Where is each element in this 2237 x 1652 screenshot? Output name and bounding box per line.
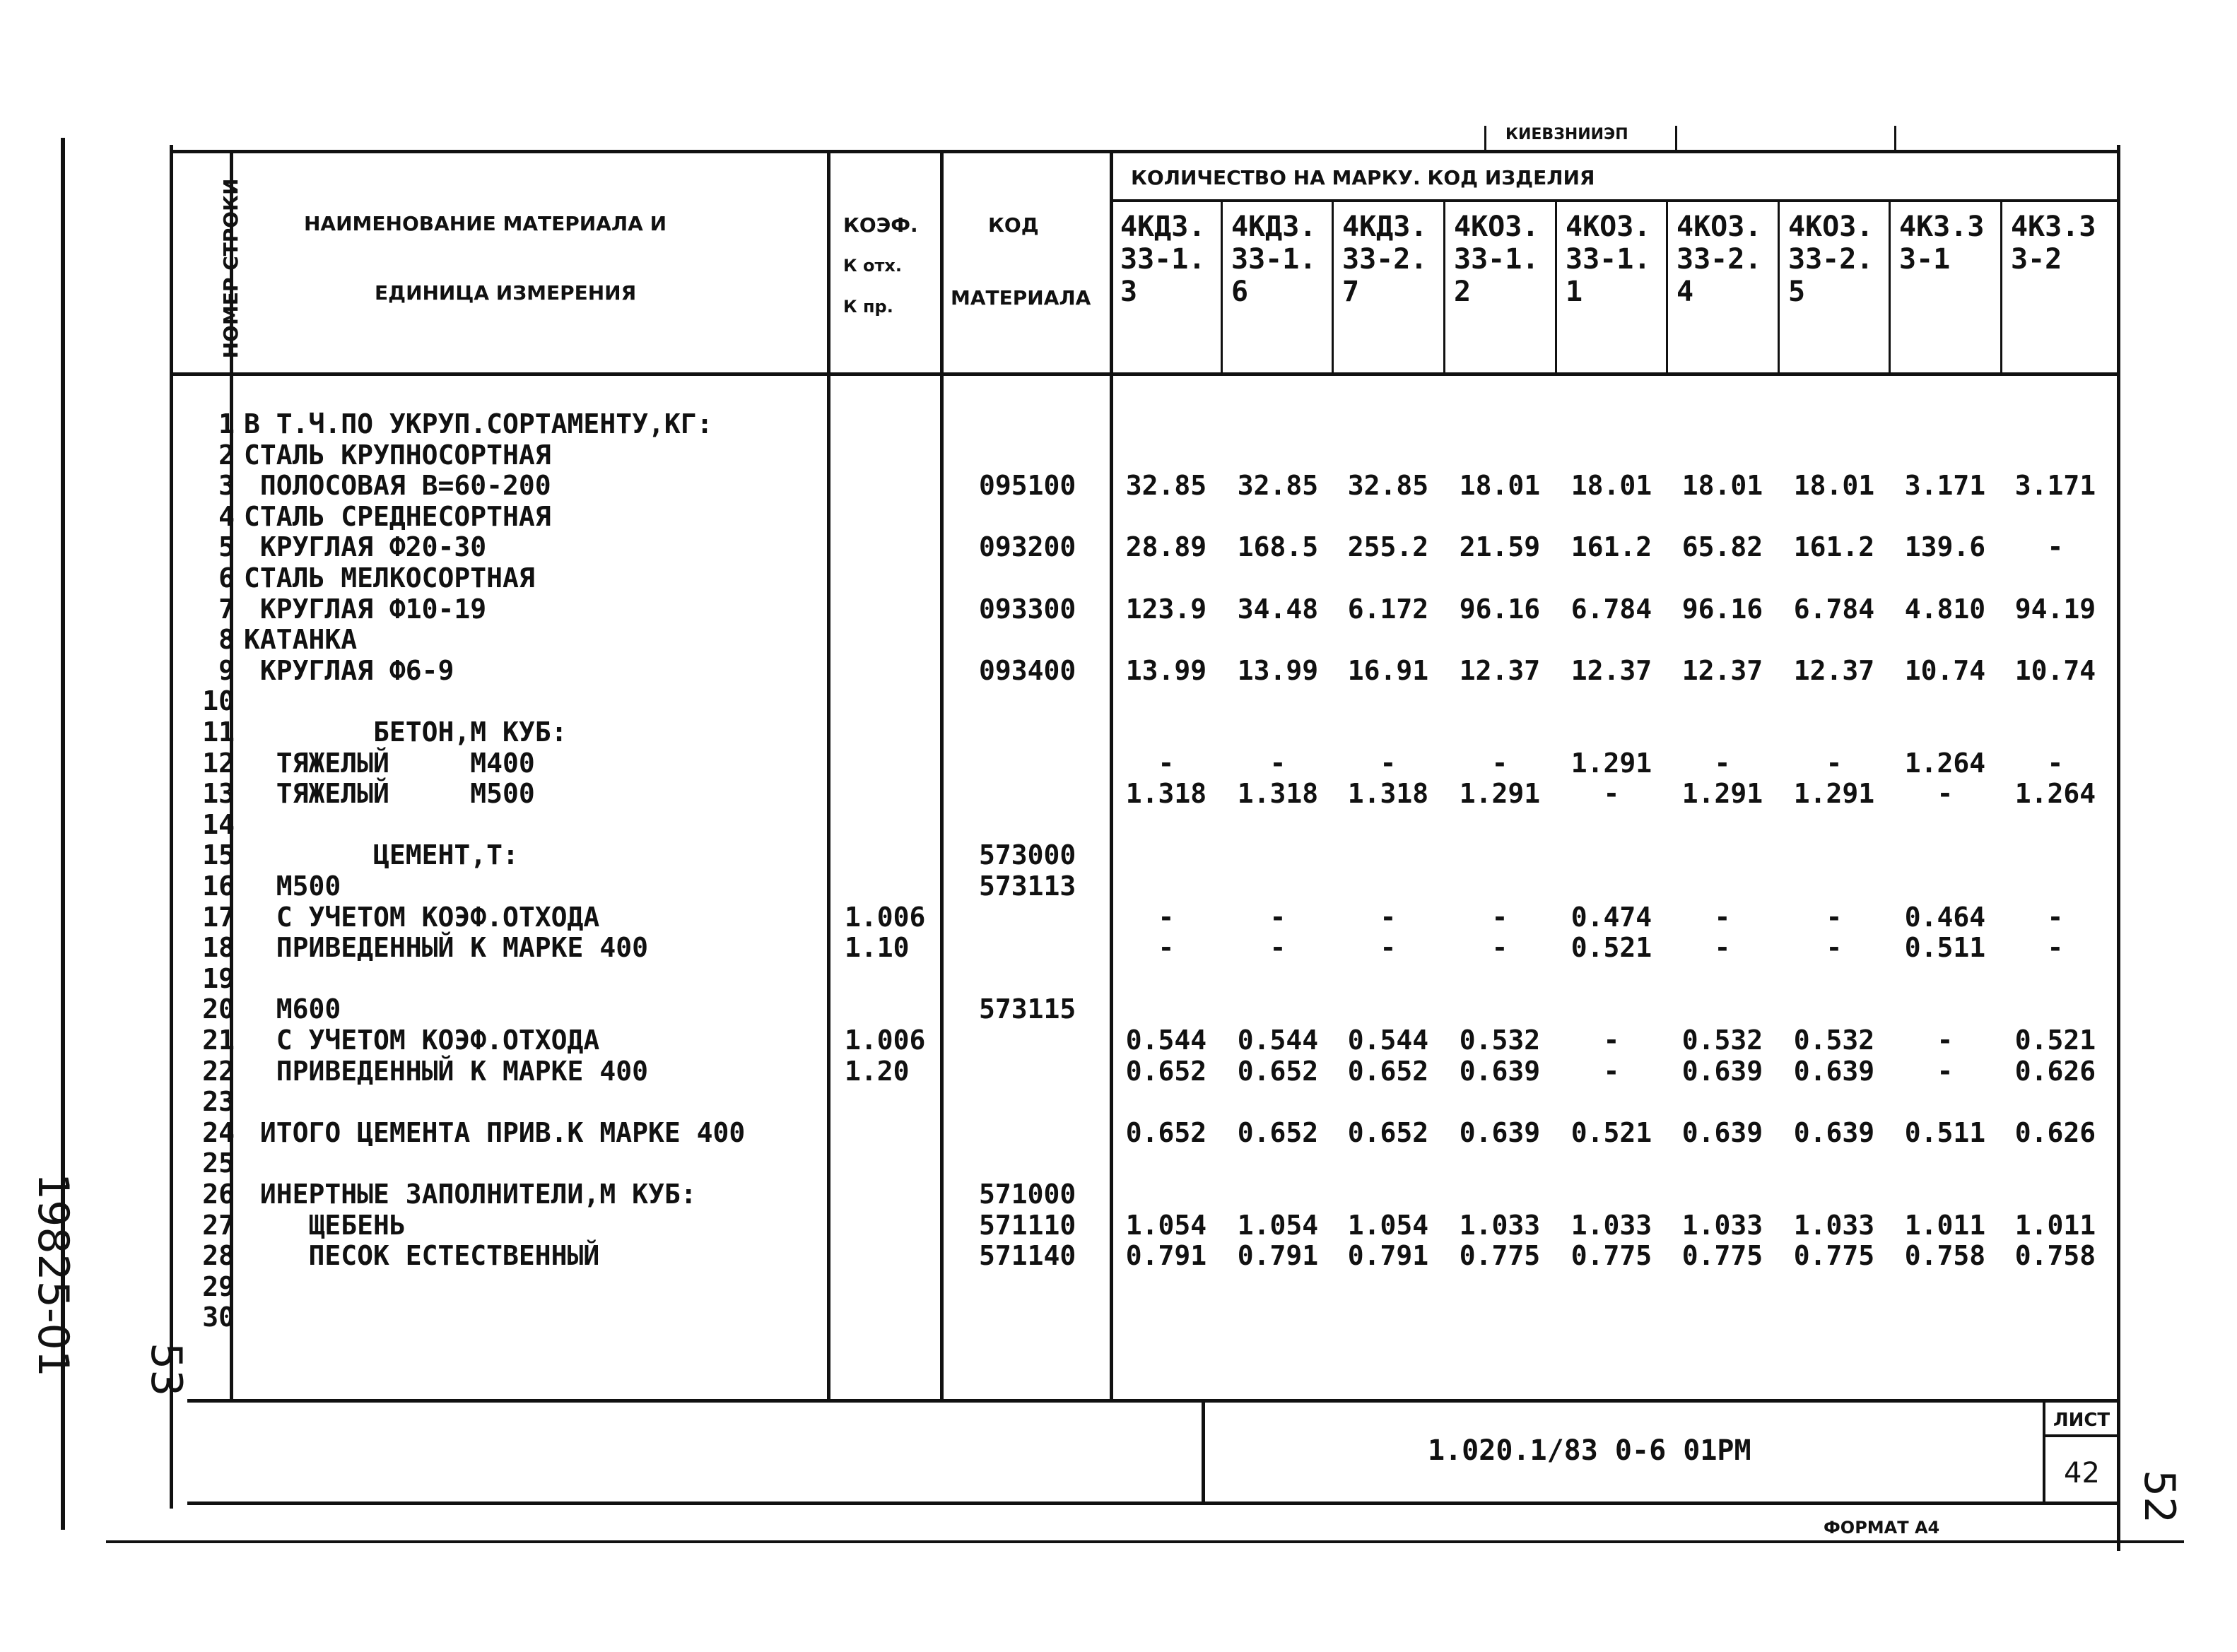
quantity-cell: 13.99 — [1237, 655, 1319, 686]
quantity-cell: 1.291 — [1459, 778, 1541, 809]
quantity-cell: 0.521 — [2014, 1025, 2096, 1056]
column-header-3: 4КДЗ. 33-2. 7 — [1342, 211, 1428, 308]
quantity-cell: 96.16 — [1681, 594, 1763, 625]
quantity-cell: 1.054 — [1347, 1210, 1429, 1241]
column-header-7: 4КОЗ. 33-2. 5 — [1788, 211, 1874, 308]
koef-header-line2: К отх. — [843, 256, 902, 276]
quantity-cell: - — [1603, 1056, 1620, 1087]
material-code: 095100 — [979, 470, 1076, 501]
quantity-cell: 0.652 — [1125, 1056, 1207, 1087]
row-number: 18 — [202, 932, 235, 963]
quantity-cell: 0.652 — [1347, 1117, 1429, 1148]
quantity-cell: 123.9 — [1125, 594, 1207, 625]
quantity-cell: - — [1714, 902, 1731, 933]
stamp-sep-2 — [1675, 126, 1677, 151]
stamp-sep-1 — [1484, 126, 1486, 151]
quantity-cell: 1.054 — [1125, 1210, 1207, 1241]
code-header-line2: МАТЕРИАЛА — [951, 286, 1091, 309]
column-header-1: 4КДЗ. 33-1. 3 — [1120, 211, 1206, 308]
document-code: 1.020.1/83 0-6 01РМ — [1428, 1434, 1751, 1467]
material-name: ИТОГО ЦЕМЕНТА ПРИВ.К МАРКЕ 400 — [244, 1117, 746, 1148]
material-name: С УЧЕТОМ КОЭФ.ОТХОДА — [244, 1025, 600, 1056]
row-number: 12 — [202, 748, 235, 779]
material-name: М600 — [244, 993, 341, 1025]
qty-sep-1 — [1221, 201, 1223, 374]
quantity-cell: 28.89 — [1125, 531, 1207, 562]
coefficient: 1.20 — [845, 1056, 910, 1087]
quantity-cell: - — [1491, 932, 1508, 963]
material-name: С УЧЕТОМ КОЭФ.ОТХОДА — [244, 902, 600, 933]
row-number: 14 — [202, 809, 235, 840]
coefficient: 1.006 — [845, 902, 926, 933]
quantity-cell: 6.784 — [1793, 594, 1875, 625]
row-number: 3 — [218, 470, 235, 501]
quantity-cell: 1.318 — [1125, 778, 1207, 809]
material-name: СТАЛЬ МЕЛКОСОРТНАЯ — [244, 562, 535, 594]
quantity-cell: 96.16 — [1459, 594, 1541, 625]
quantity-cell: 0.544 — [1237, 1025, 1319, 1056]
margin-page-right: 52 — [2135, 1470, 2184, 1524]
sheet-box-mid — [2043, 1434, 2120, 1437]
quantity-cell: - — [1380, 932, 1397, 963]
quantity-cell: - — [1158, 902, 1175, 933]
quantity-cell: 0.639 — [1459, 1117, 1541, 1148]
material-code: 093400 — [979, 655, 1076, 686]
row-number: 7 — [218, 594, 235, 625]
top-border — [170, 150, 2120, 153]
quantity-cell: 0.639 — [1793, 1056, 1875, 1087]
quantity-cell: 6.784 — [1570, 594, 1652, 625]
row-number: 4 — [218, 501, 235, 532]
quantity-cell: 16.91 — [1347, 655, 1429, 686]
material-code: 573000 — [979, 839, 1076, 871]
quantity-cell: 0.758 — [2014, 1240, 2096, 1271]
column-header-4: 4КОЗ. 33-1. 2 — [1454, 211, 1539, 308]
quantity-cell: 32.85 — [1237, 470, 1319, 501]
quantity-cell: 1.264 — [1904, 748, 1986, 779]
quantity-cell: 0.775 — [1681, 1240, 1763, 1271]
quantity-cell: 0.639 — [1459, 1056, 1541, 1087]
page-bottom — [106, 1540, 2184, 1543]
quantity-cell: 0.521 — [1570, 1117, 1652, 1148]
quantity-cell: 255.2 — [1347, 531, 1429, 562]
qty-sep-5 — [1666, 201, 1668, 374]
quantity-cell: 3.171 — [1904, 470, 1986, 501]
quantity-cell: 18.01 — [1681, 470, 1763, 501]
row-number: 29 — [202, 1271, 235, 1302]
material-code: 573113 — [979, 871, 1076, 902]
row-number: 2 — [218, 439, 235, 471]
quantity-cell: 0.775 — [1570, 1240, 1652, 1271]
column-header-6: 4КОЗ. 33-2. 4 — [1677, 211, 1762, 308]
material-name: ПРИВЕДЕННЫЙ К МАРКЕ 400 — [244, 1056, 648, 1087]
quantity-cell: 1.264 — [2014, 778, 2096, 809]
material-name: КРУГЛАЯ Ф20-30 — [244, 531, 487, 562]
quantity-cell: - — [2047, 902, 2064, 933]
col-sep-koef — [940, 152, 944, 1400]
quantity-cell: 0.791 — [1237, 1240, 1319, 1271]
material-code: 571110 — [979, 1210, 1076, 1241]
quantity-cell: 34.48 — [1237, 594, 1319, 625]
material-name: КАТАНКА — [244, 624, 358, 655]
material-code: 571140 — [979, 1240, 1076, 1271]
row-number: 11 — [202, 716, 235, 748]
quantity-cell: 161.2 — [1793, 531, 1875, 562]
qty-header: КОЛИЧЕСТВО НА МАРКУ. КОД ИЗДЕЛИЯ — [1131, 166, 1595, 189]
quantity-cell: 0.626 — [2014, 1056, 2096, 1087]
material-name: БЕТОН,М КУБ: — [244, 716, 568, 748]
quantity-cell: 0.758 — [1904, 1240, 1986, 1271]
koef-header-line1: КОЭФ. — [843, 213, 918, 237]
quantity-cell: 1.011 — [1904, 1210, 1986, 1241]
frame-left — [170, 145, 173, 1509]
quantity-cell: 4.810 — [1904, 594, 1986, 625]
qty-sep-7 — [1889, 201, 1891, 374]
material-name: ТЯЖЕЛЫЙ М500 — [244, 778, 535, 809]
material-name: КРУГЛАЯ Ф6-9 — [244, 655, 454, 686]
sheet-box-left — [2043, 1400, 2045, 1503]
sheet-label: ЛИСТ — [2053, 1410, 2110, 1431]
row-number: 8 — [218, 624, 235, 655]
quantity-cell: 1.291 — [1681, 778, 1763, 809]
column-header-2: 4КДЗ. 33-1. 6 — [1231, 211, 1317, 308]
material-code: 571000 — [979, 1179, 1076, 1210]
quantity-cell: 0.464 — [1904, 902, 1986, 933]
quantity-cell: - — [2047, 531, 2064, 562]
quantity-cell: 139.6 — [1904, 531, 1986, 562]
material-code: 093200 — [979, 531, 1076, 562]
quantity-cell: 1.291 — [1793, 778, 1875, 809]
row-number: 25 — [202, 1147, 235, 1179]
quantity-cell: - — [1937, 1025, 1954, 1056]
row-number: 17 — [202, 902, 235, 933]
quantity-cell: - — [1158, 932, 1175, 963]
quantity-cell: - — [1714, 932, 1731, 963]
row-number: 27 — [202, 1210, 235, 1241]
frame-right — [2117, 145, 2120, 1551]
quantity-cell: 12.37 — [1793, 655, 1875, 686]
column-header-5: 4КОЗ. 33-1. 1 — [1566, 211, 1651, 308]
material-name: ЦЕМЕНТ,Т: — [244, 839, 519, 871]
quantity-cell: 12.37 — [1459, 655, 1541, 686]
material-header-line1: НАИМЕНОВАНИЕ МАТЕРИАЛА И — [304, 212, 667, 235]
quantity-cell: - — [1603, 778, 1620, 809]
row-number: 10 — [202, 685, 235, 716]
quantity-cell: - — [1380, 902, 1397, 933]
quantity-cell: - — [1826, 902, 1843, 933]
qty-sep-2 — [1332, 201, 1334, 374]
quantity-cell: 94.19 — [2014, 594, 2096, 625]
quantity-cell: 0.652 — [1347, 1056, 1429, 1087]
coefficient: 1.006 — [845, 1025, 926, 1056]
row-number: 9 — [218, 655, 235, 686]
quantity-cell: 0.639 — [1681, 1117, 1763, 1148]
stamp-sep-3 — [1894, 126, 1896, 151]
quantity-cell: - — [1380, 748, 1397, 779]
top-stamp: КИЕВЗНИИЭП — [1505, 126, 1628, 143]
row-number: 26 — [202, 1179, 235, 1210]
quantity-cell: 0.652 — [1237, 1056, 1319, 1087]
row-number: 16 — [202, 871, 235, 902]
quantity-cell: - — [1714, 748, 1731, 779]
quantity-cell: 13.99 — [1125, 655, 1207, 686]
quantity-cell: - — [1937, 1056, 1954, 1087]
quantity-cell: - — [1826, 748, 1843, 779]
material-name: М500 — [244, 871, 341, 902]
margin-archive-number: 19825-01 — [28, 1173, 78, 1377]
quantity-cell: 1.033 — [1793, 1210, 1875, 1241]
quantity-cell: 0.652 — [1237, 1117, 1319, 1148]
quantity-cell: 0.544 — [1125, 1025, 1207, 1056]
material-code: 093300 — [979, 594, 1076, 625]
quantity-cell: 65.82 — [1681, 531, 1763, 562]
quantity-cell: 1.011 — [2014, 1210, 2096, 1241]
quantity-cell: 18.01 — [1793, 470, 1875, 501]
quantity-cell: 0.532 — [1459, 1025, 1541, 1056]
quantity-cell: 12.37 — [1681, 655, 1763, 686]
quantity-cell: 0.791 — [1125, 1240, 1207, 1271]
row-number: 24 — [202, 1117, 235, 1148]
material-header-line2: ЕДИНИЦА ИЗМЕРЕНИЯ — [375, 281, 637, 305]
row-number: 5 — [218, 531, 235, 562]
quantity-cell: - — [1269, 748, 1286, 779]
qty-sep-4 — [1555, 201, 1557, 374]
quantity-cell: - — [1158, 748, 1175, 779]
material-name: ПОЛОСОВАЯ В=60-200 — [244, 470, 551, 501]
quantity-cell: 32.85 — [1347, 470, 1429, 501]
qty-sep-6 — [1778, 201, 1780, 374]
sheet-number: 42 — [2064, 1457, 2100, 1489]
quantity-cell: 0.474 — [1570, 902, 1652, 933]
col-sep-material — [827, 152, 830, 1400]
quantity-cell: 0.521 — [1570, 932, 1652, 963]
quantity-cell: 0.652 — [1125, 1117, 1207, 1148]
quantity-cell: 18.01 — [1459, 470, 1541, 501]
quantity-cell: 1.033 — [1570, 1210, 1652, 1241]
material-name: КРУГЛАЯ Ф10-19 — [244, 594, 487, 625]
quantity-cell: - — [2047, 748, 2064, 779]
footer-sep — [1202, 1400, 1205, 1503]
material-name: ИНЕРТНЫЕ ЗАПОЛНИТЕЛИ,М КУБ: — [244, 1179, 697, 1210]
quantity-cell: 1.054 — [1237, 1210, 1319, 1241]
row-number-header: НОМЕР СТРОКИ — [219, 178, 242, 359]
column-header-9: 4КЗ.3 3-2 — [2011, 211, 2096, 276]
quantity-cell: 1.033 — [1459, 1210, 1541, 1241]
quantity-cell: 0.775 — [1793, 1240, 1875, 1271]
row-number: 13 — [202, 778, 235, 809]
quantity-cell: 1.318 — [1347, 778, 1429, 809]
quantity-cell: - — [1269, 932, 1286, 963]
code-header-line1: КОД — [988, 213, 1039, 237]
quantity-cell: - — [1269, 902, 1286, 933]
qty-sep-3 — [1443, 201, 1445, 374]
quantity-cell: - — [1937, 778, 1954, 809]
quantity-cell: 32.85 — [1125, 470, 1207, 501]
quantity-cell: - — [1603, 1025, 1620, 1056]
quantity-cell: 0.544 — [1347, 1025, 1429, 1056]
quantity-cell: 1.291 — [1570, 748, 1652, 779]
quantity-cell: 0.511 — [1904, 932, 1986, 963]
quantity-cell: 3.171 — [2014, 470, 2096, 501]
coefficient: 1.10 — [845, 932, 910, 963]
material-name: СТАЛЬ КРУПНОСОРТНАЯ — [244, 439, 551, 471]
material-name: СТАЛЬ СРЕДНЕСОРТНАЯ — [244, 501, 551, 532]
table-bottom — [187, 1399, 2120, 1403]
quantity-cell: 10.74 — [2014, 655, 2096, 686]
row-number: 30 — [202, 1302, 235, 1333]
quantity-cell: 10.74 — [1904, 655, 1986, 686]
row-number: 1 — [218, 408, 235, 439]
material-name: ЩЕБЕНЬ — [244, 1210, 406, 1241]
format-label: ФОРМАТ А4 — [1824, 1518, 1940, 1538]
row-number: 6 — [218, 562, 235, 594]
row-number: 19 — [202, 963, 235, 994]
row-number: 22 — [202, 1056, 235, 1087]
quantity-cell: 0.775 — [1459, 1240, 1541, 1271]
row-number: 15 — [202, 839, 235, 871]
koef-header-line3: К пр. — [843, 297, 893, 317]
material-name: ПРИВЕДЕННЫЙ К МАРКЕ 400 — [244, 932, 648, 963]
quantity-cell: 168.5 — [1237, 531, 1319, 562]
quantity-cell: 0.639 — [1681, 1056, 1763, 1087]
material-name: В Т.Ч.ПО УКРУП.СОРТАМЕНТУ,КГ: — [244, 408, 713, 439]
quantity-cell: 1.033 — [1681, 1210, 1763, 1241]
quantity-cell: 0.532 — [1793, 1025, 1875, 1056]
quantity-cell: 161.2 — [1570, 531, 1652, 562]
quantity-cell: 1.318 — [1237, 778, 1319, 809]
quantity-cell: 0.791 — [1347, 1240, 1429, 1271]
quantity-cell: - — [1491, 902, 1508, 933]
column-header-8: 4КЗ.3 3-1 — [1899, 211, 1985, 276]
row-number: 23 — [202, 1086, 235, 1117]
row-number: 20 — [202, 993, 235, 1025]
quantity-cell: - — [2047, 932, 2064, 963]
quantity-cell: 21.59 — [1459, 531, 1541, 562]
quantity-cell: 0.511 — [1904, 1117, 1986, 1148]
qty-sep-8 — [2000, 201, 2002, 374]
footer-bottom — [187, 1501, 2120, 1505]
margin-page-left: 53 — [141, 1343, 191, 1397]
material-name: ТЯЖЕЛЫЙ М400 — [244, 748, 535, 779]
quantity-cell: - — [1826, 932, 1843, 963]
material-name: ПЕСОК ЕСТЕСТВЕННЫЙ — [244, 1240, 600, 1271]
row-number: 21 — [202, 1025, 235, 1056]
header-bottom — [170, 372, 2120, 376]
quantity-cell: 0.639 — [1793, 1117, 1875, 1148]
row-number: 28 — [202, 1240, 235, 1271]
qty-header-bottom — [1110, 199, 2120, 202]
quantity-cell: - — [1491, 748, 1508, 779]
quantity-cell: 0.532 — [1681, 1025, 1763, 1056]
quantity-cell: 6.172 — [1347, 594, 1429, 625]
material-code: 573115 — [979, 993, 1076, 1025]
quantity-cell: 12.37 — [1570, 655, 1652, 686]
quantity-cell: 0.626 — [2014, 1117, 2096, 1148]
quantity-cell: 18.01 — [1570, 470, 1652, 501]
